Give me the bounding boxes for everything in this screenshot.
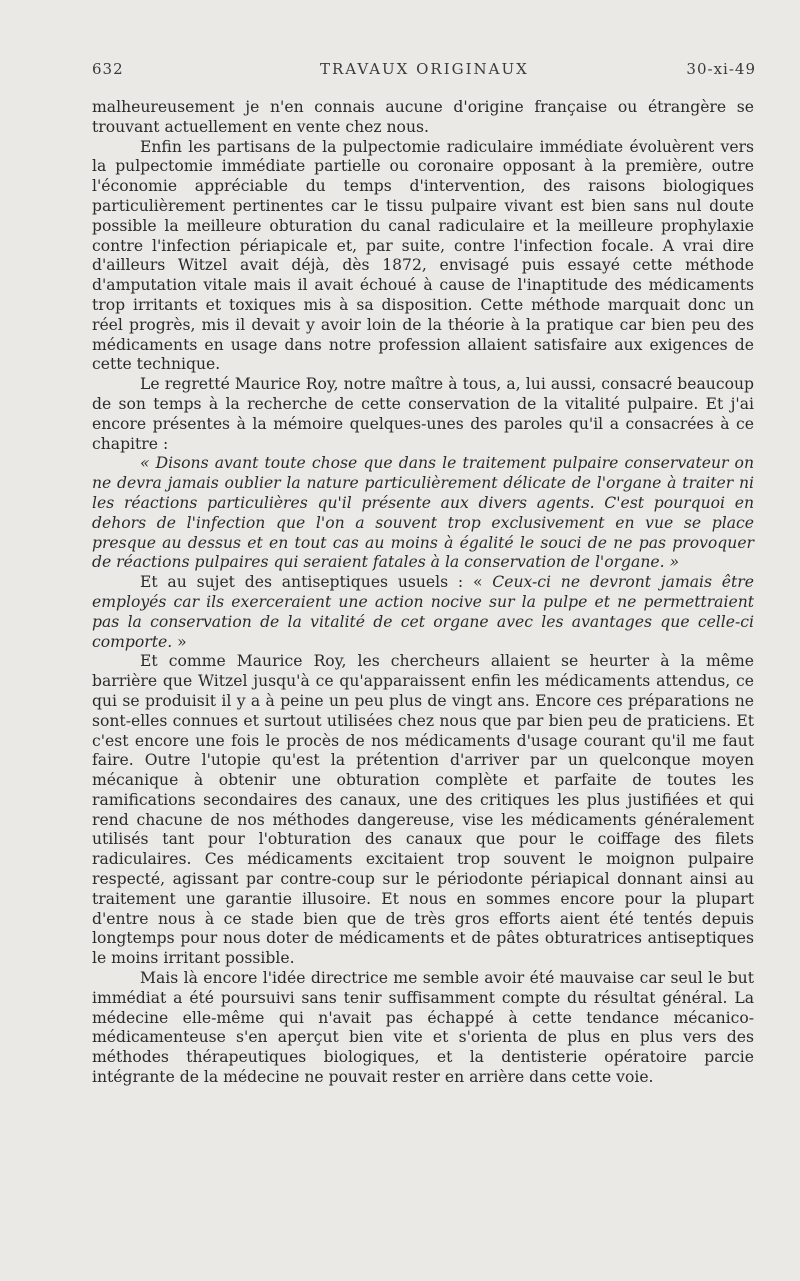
- quote-lead: Et au sujet des antiseptiques usuels : «: [140, 573, 493, 592]
- block-quote: « Disons avant toute chose que dans le traitement pulpaire conservateur on ne devra jamais oublier la nature particulièrement délicate de l'organe à traiter ni les réactions particulières qu'il présente aux divers agents. C'est pourquoi en dehors de l'infection que l'on a souvent trop exclusivement en vue se place presque au dessus et en tout cas au moins à égalité le souci de ne pas provoquer de réactions pulpaires qui seraient fatales à la conservation de l'organe. »: [92, 454, 754, 572]
- running-header: [92, 60, 756, 86]
- paragraph: Et comme Maurice Roy, les chercheurs allaient se heurter à la même barrière que Witzel jusqu'à ce qu'apparaissent enfin les médicaments attendus, ce qui se produisit il y a à peine un peu plus de vingt ans. Encore ces préparations ne sont-elles connues et surtout utilisées chez nous que par bien peu de praticiens. Et c'est encore une fois le procès de nos médicaments d'usage courant qu'il me faut faire. Outre l'utopie qu'est la prétention d'arriver par un quelconque moyen mécanique à obtenir une obturation complète et parfaite de toutes les ramifications secondaires des canaux, une des critiques les plus justifiées et qui rend chacune de nos méthodes dangereuse, vise les médicaments généralement utilisés tant pour l'obturation des canaux que pour le coiffage des filets radiculaires. Ces médicaments excitaient trop souvent le moignon pulpaire respecté, agissant par contre-coup sur le périodonte périapical donnant ainsi au traitement une garantie illusoire. Et nous en sommes encore pour la plupart d'entre nous à ce stade bien que de très gros efforts aient été tentés depuis longtemps pour nous doter de médicaments et de pâtes obturatrices antiseptiques le moins irritant possible.: [92, 652, 754, 968]
- page-number: 632: [92, 60, 124, 78]
- text-body: [92, 98, 754, 1088]
- paragraph-with-quote: [92, 573, 754, 652]
- paragraph: Enfin les partisans de la pulpectomie radiculaire immédiate évoluèrent vers la pulpectomie immédiate partielle ou coronaire opposant à la première, outre l'économie appréciable du temps d'intervention, des raisons biologiques particulièrement pertinentes car le tissu pulpaire vivant est bien sans nul doute possible la meilleure obturation du canal radiculaire et la meilleure prophylaxie contre l'infection périapicale et, par suite, contre l'infection focale. A vrai dire d'ailleurs Witzel avait déjà, dès 1872, envisagé puis essayé cette méthode d'amputation vitale mais il avait échoué à cause de l'inaptitude des médicaments trop irritants et toxiques mis à sa disposition. Cette méthode marquait donc un réel progrès, mis il devait y avoir loin de la théorie à la pratique car bien peu des médicaments en usage dans notre profession allaient satisfaire aux exigences de cette technique.: [92, 137, 754, 374]
- paragraph-continuation: malheureusement je n'en connais aucune d'origine française ou étrangère se trouvant actuellement en vente chez nous.: [92, 98, 754, 136]
- running-title: TRAVAUX ORIGINAUX: [320, 60, 529, 78]
- header-date: 30-xi-49: [686, 60, 756, 78]
- quote-tail: »: [172, 632, 187, 651]
- quote-italic: Ceux-ci ne devront jamais être employés car ils exerceraient une action nocive sur la pulpe et ne permettraient pas la conservation de la vitalité de cet organe avec les avantages que celle-ci comporte.: [92, 573, 754, 651]
- paragraph: Mais là encore l'idée directrice me semble avoir été mauvaise car seul le but immédiat a été poursuivi sans tenir suffisamment compte du résultat général. La médecine elle-même qui n'avait pas échappé à cette tendance mécanico-médicamenteuse s'en aperçut bien vite et s'orienta de plus en plus vers des méthodes thérapeutiques biologiques, et la dentisterie opératoire parcie intégrante de la médecine ne pouvait rester en arrière dans cette voie.: [92, 969, 754, 1087]
- paragraph: Le regretté Maurice Roy, notre maître à tous, a, lui aussi, consacré beaucoup de son temps à la recherche de cette conservation de la vitalité pulpaire. Et j'ai encore présentes à la mémoire quelques-unes des paroles qu'il a consacrées à ce chapitre :: [92, 375, 754, 453]
